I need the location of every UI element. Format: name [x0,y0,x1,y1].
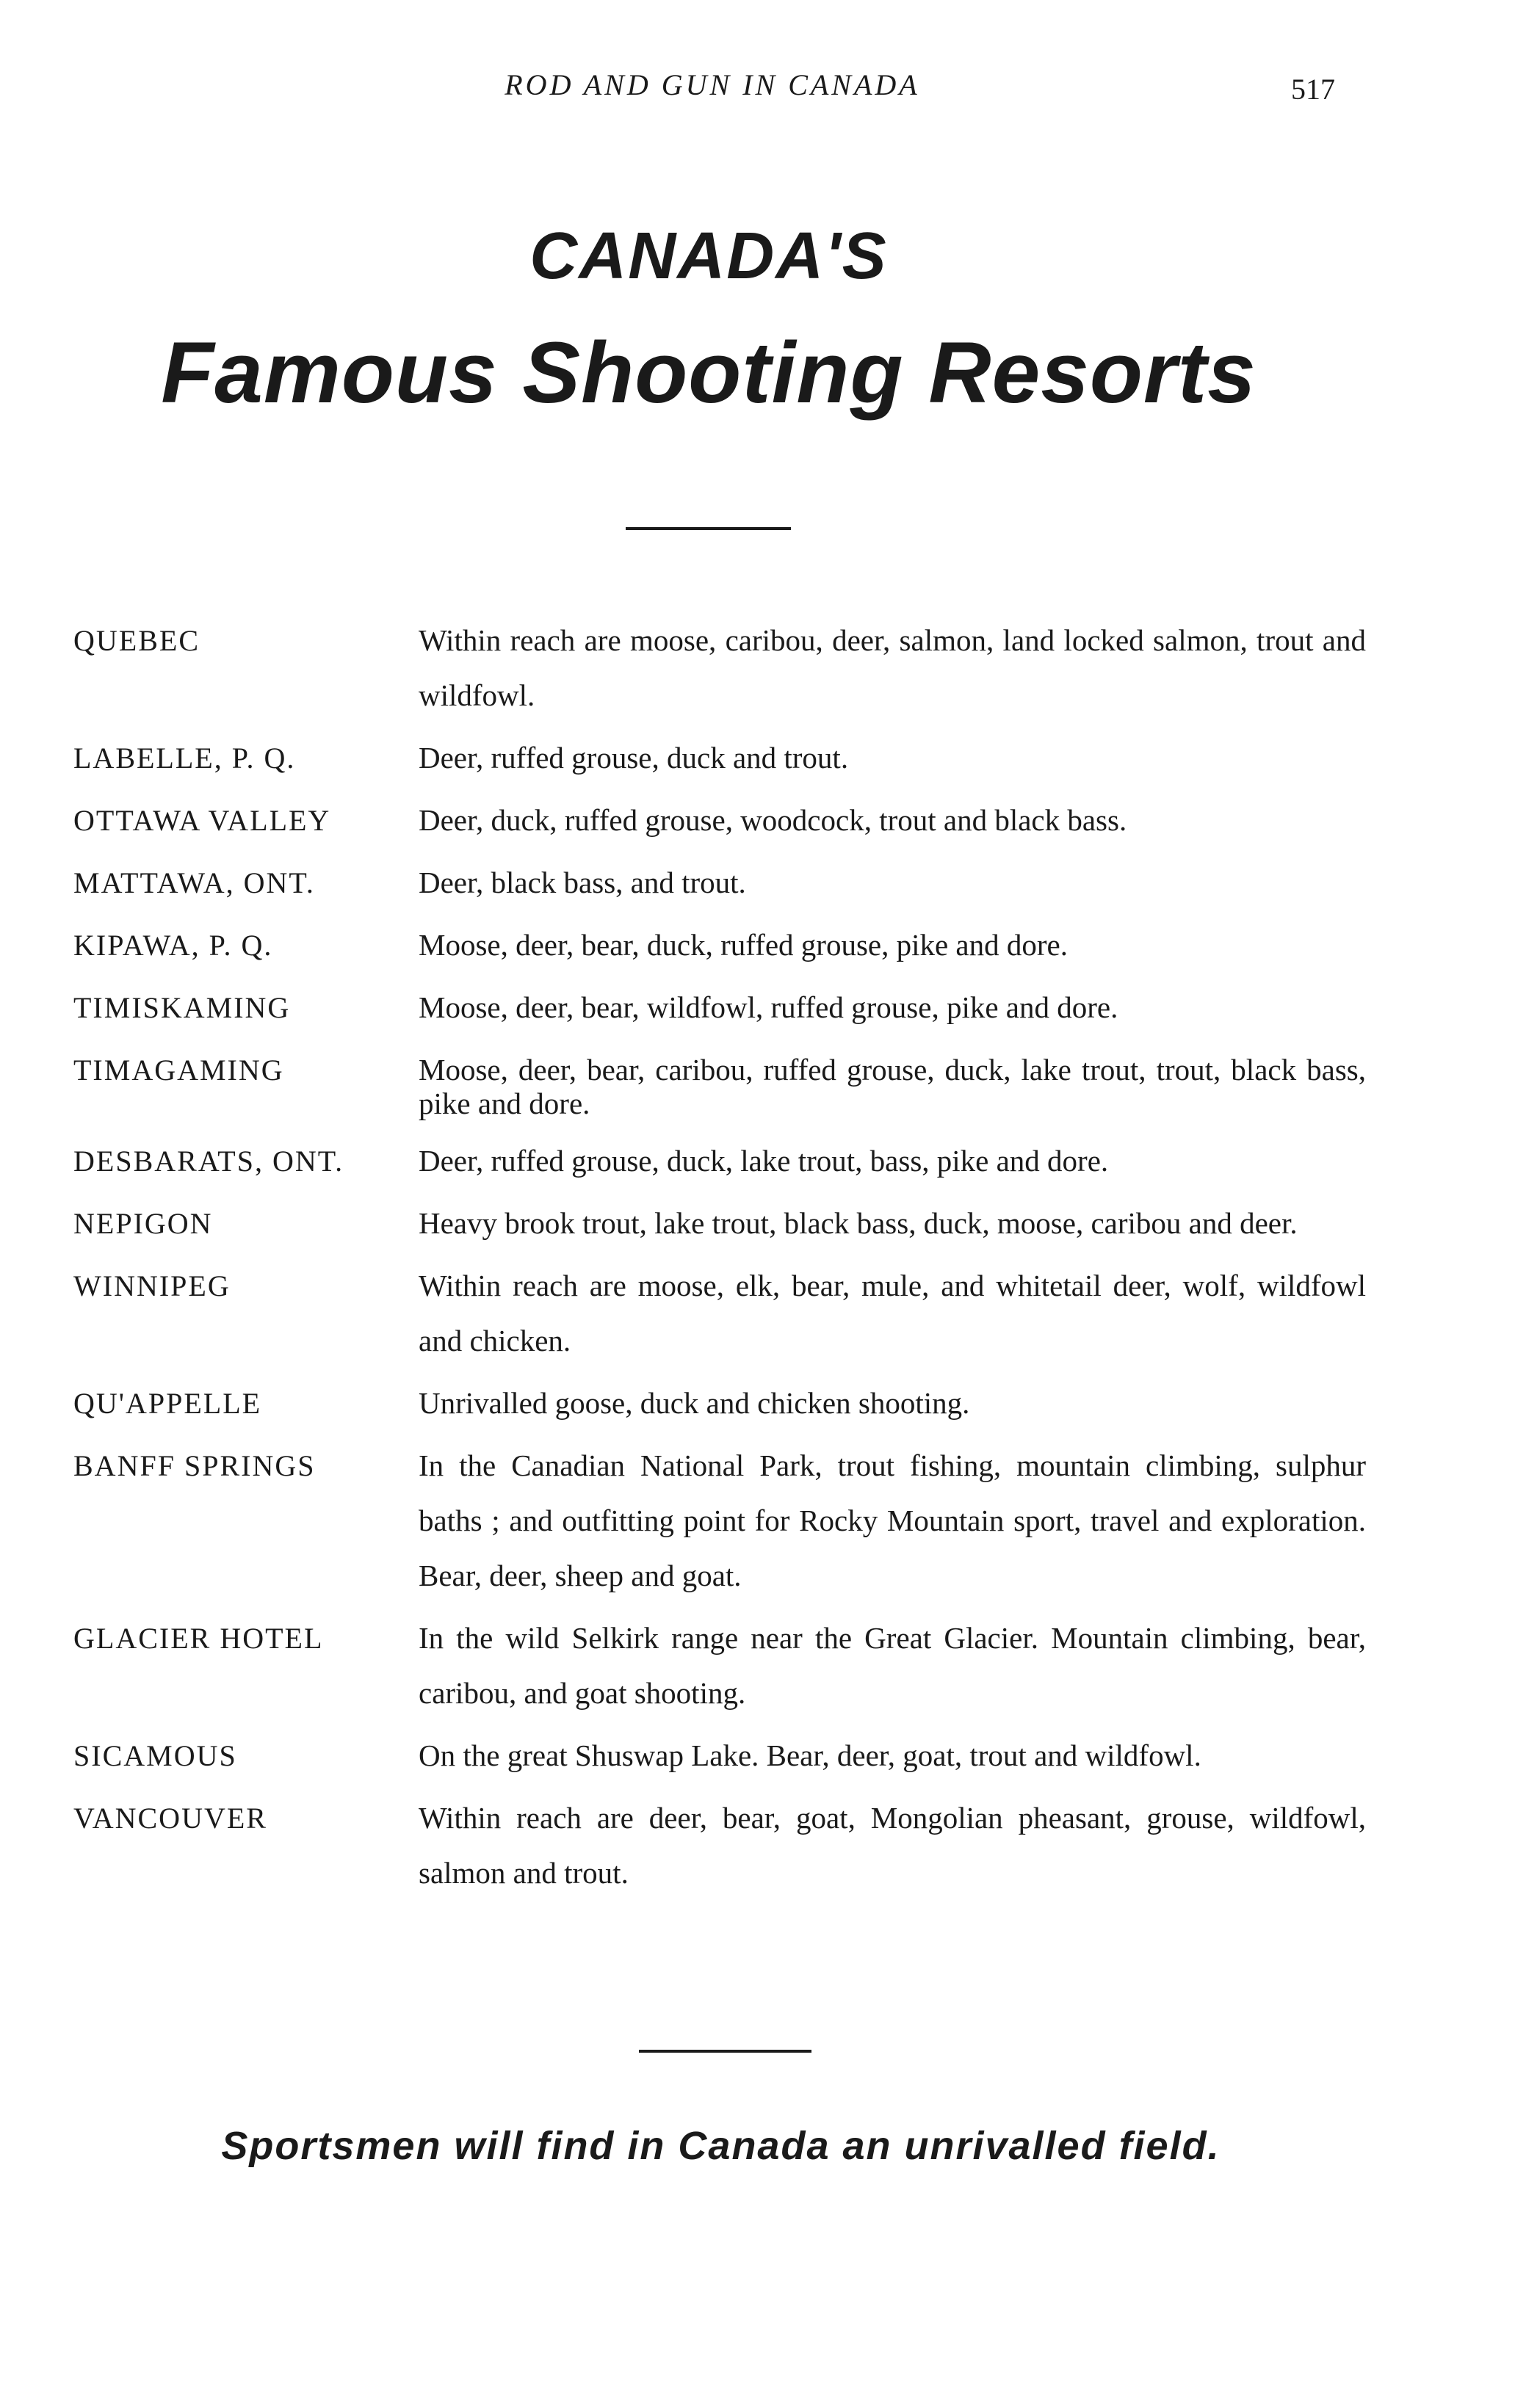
place-name: SICAMOUS [73,1739,237,1772]
list-item [73,855,1366,910]
place-name: KIPAWA, P. Q. [73,929,273,962]
place-name: GLACIER HOTEL [73,1622,324,1655]
divider-top [626,527,791,530]
place-description: On the great Shuswap Lake. Bear, deer, goat, trout and wildfowl. [419,1738,1201,1772]
place-name: BANFF SPRINGS [73,1449,316,1482]
list-item [73,1134,1366,1189]
list-item [73,793,1366,848]
place-description: Deer, ruffed grouse, duck and trout. [419,741,849,775]
footer-tagline: Sportsmen will find in Canada an unrivalled field. [221,2124,1221,2168]
list-item [73,1728,1366,1783]
page-title-line1: CANADA'S [529,220,888,293]
place-description: Deer, black bass, and trout. [419,866,746,899]
list-item [73,1196,1366,1251]
list-item [73,1258,1366,1368]
place-name: LABELLE, P. Q. [73,741,296,775]
place-description: Deer, duck, ruffed grouse, woodcock, trout and black bass. [419,803,1127,837]
place-name: OTTAWA VALLEY [73,804,331,837]
place-description: Moose, deer, bear, duck, ruffed grouse, pike and dore. [419,928,1068,962]
place-name: VANCOUVER [73,1802,267,1835]
place-name: MATTAWA, ONT. [73,866,315,899]
list-item [73,1791,1366,1901]
place-name: NEPIGON [73,1207,213,1240]
list-item [73,1611,1366,1721]
list-item [73,1376,1366,1431]
list-item [73,1438,1366,1603]
place-name: QUEBEC [73,624,200,657]
page-number: 517 [1291,73,1335,106]
list-item [73,918,1366,973]
place-description: Moose, deer, bear, wildfowl, ruffed grouse, pike and dore. [419,990,1118,1024]
list-item [73,980,1366,1035]
page-title-line2: Famous Shooting Resorts [161,324,1257,421]
place-description: Unrivalled goose, duck and chicken shooting. [419,1386,970,1420]
running-head [0,68,1515,112]
place-name: TIMISKAMING [73,991,291,1024]
list-item [73,730,1366,786]
place-name: DESBARATS, ONT. [73,1145,344,1178]
place-description: Within reach are moose, caribou, deer, salmon, land locked salmon, trout and wildfowl. [419,623,1366,712]
list-item [73,613,1366,723]
resort-list [73,613,1366,1908]
list-item [73,1042,1366,1126]
place-description: Deer, ruffed grouse, duck, lake trout, bass, pike and dore. [419,1144,1109,1178]
divider-bottom [639,2050,811,2053]
place-name: WINNIPEG [73,1269,231,1302]
place-description: Moose, deer, bear, caribou, ruffed grouse, duck, lake trout, trout, black bass, pike and dore. [419,1053,1366,1120]
running-title: ROD AND GUN IN CANADA [505,68,920,101]
place-name: QU'APPELLE [73,1387,262,1420]
place-description: Heavy brook trout, lake trout, black bass, duck, moose, caribou and deer. [419,1206,1298,1240]
place-description: Within reach are deer, bear, goat, Mongolian pheasant, grouse, wildfowl, salmon and trout. [419,1801,1366,1890]
place-name: TIMAGAMING [73,1054,284,1087]
place-description: In the wild Selkirk range near the Great Glacier. Mountain climbing, bear, caribou, and goat shooting. [419,1621,1366,1710]
place-description: Within reach are moose, elk, bear, mule, and whitetail deer, wolf, wildfowl and chicken. [419,1269,1366,1357]
place-description: In the Canadian National Park, trout fishing, mountain climbing, sulphur baths ; and outfitting point for Rocky Mountain sport, travel and exploration. Bear, deer, sheep and goat. [419,1448,1366,1592]
